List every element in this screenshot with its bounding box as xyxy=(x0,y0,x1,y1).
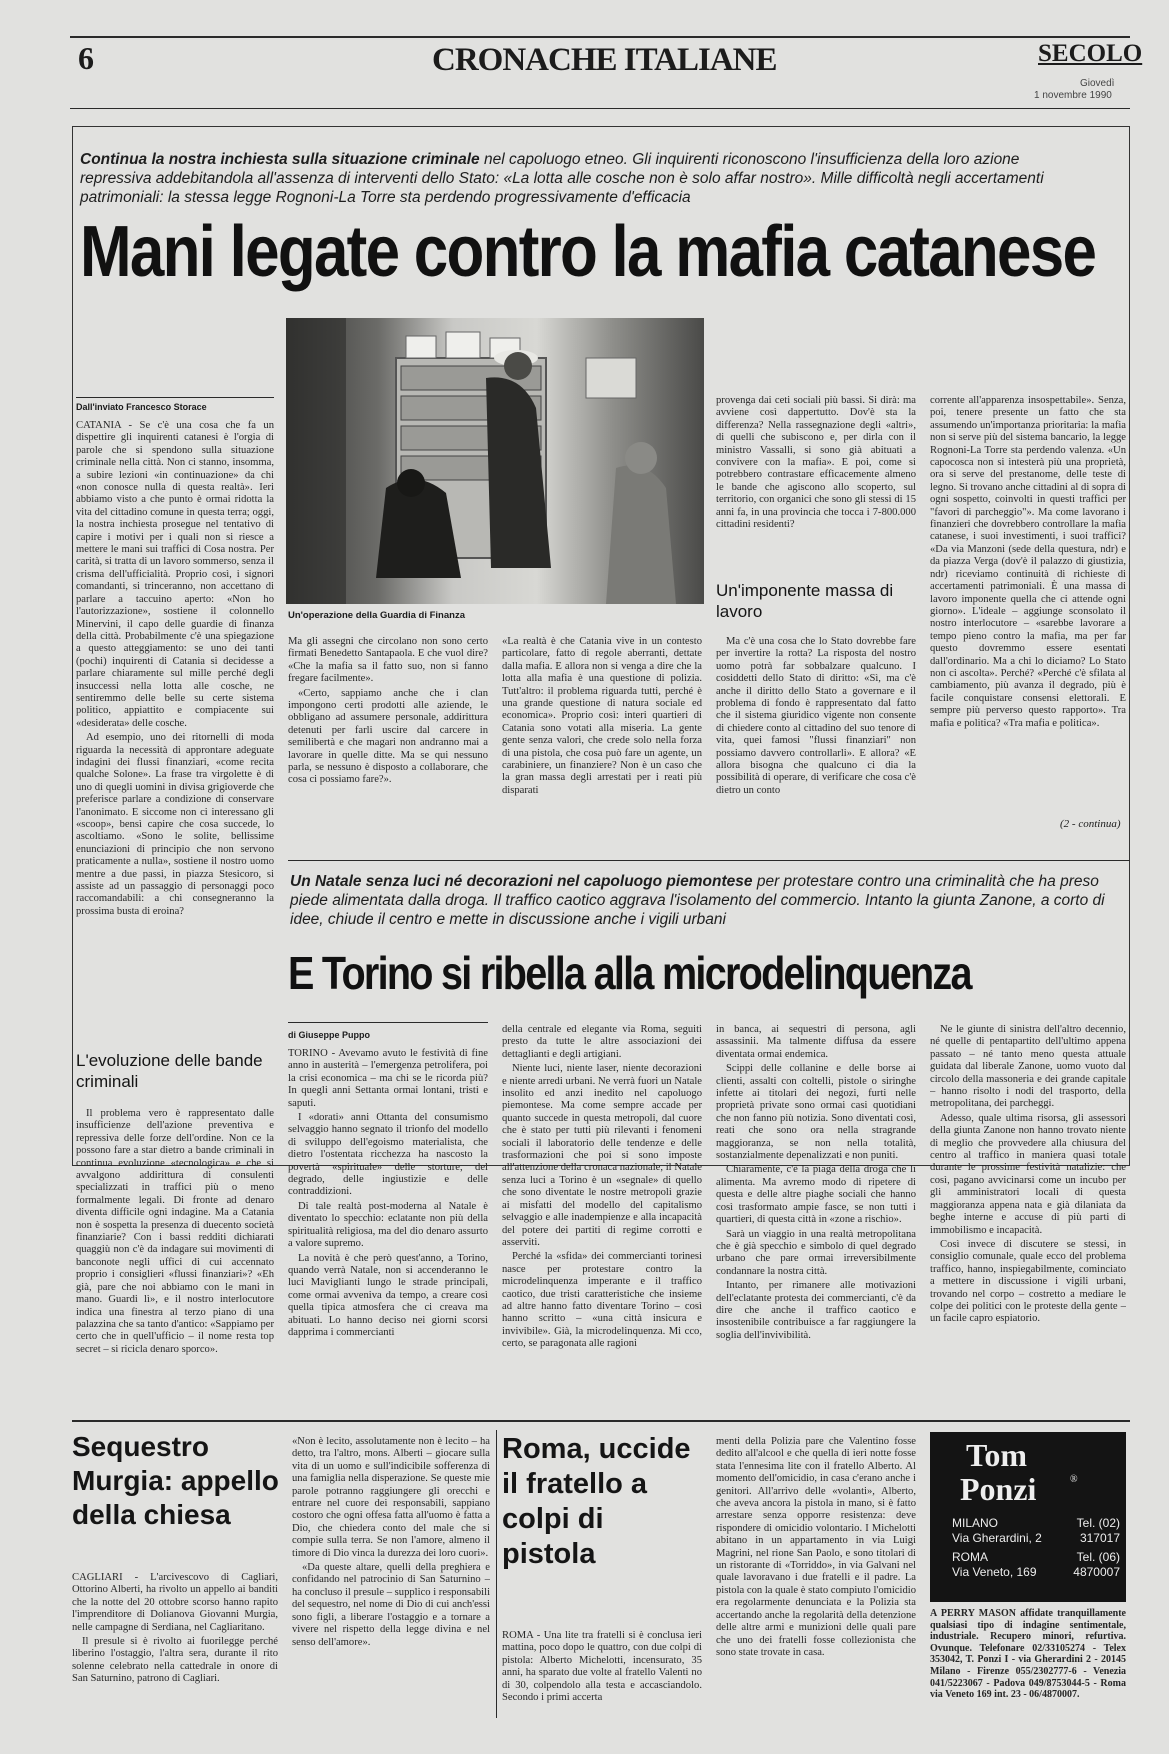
torino-column-4 xyxy=(930,1024,1126,1408)
roma-headline: Roma, uccide il fratello a colpi di pistola xyxy=(502,1433,691,1570)
catania-photo-caption: Un'operazione della Guardia di Finanza xyxy=(288,610,465,621)
catania-byline: Dall'inviato Francesco Storace xyxy=(76,402,207,412)
ad-text-para: A PERRY MASON affidate tranquillamente qualsiasi tipo di indagine sentimentale, industriale. Recupero minori, refurtiva. Ovunque. Telefonare 02/33105274 - Telex 353042, T. Ponzi I - via Gherardini 2 - 20145 Milano - Firenze 055/2302777-6 - Venezia 041/5223067 - Padova 049/8753044-5 - Roma via Veneto 169 int. 23 - 06/4870007. xyxy=(930,1608,1126,1701)
torino-col2c-para: Perché la «sfida» dei commercianti torinesi nasce per protestare contro la microdelinquenza imperante e il traffico caotico, due tristi caratteristiche che insieme ad altre hanno fatto diventare Torino – così hanno scritto – «una città insicura e invivibile». Già, la microdelinquenza. Mi cco, certo, se paragonata alle ragioni xyxy=(502,1251,702,1350)
torino-col3d-para: Sarà un viaggio in una realtà metropolitana che è già specchio e simbolo di quel degrado urbano che pare ormai irreversibilmente condannare la nostra città. xyxy=(716,1228,916,1277)
continua-note: (2 - continua) xyxy=(1060,818,1121,830)
torino-col4b-para: Adesso, quale ultima risorsa, gli assessori della giunta Zanone non hanno trovato niente di meglio che provvedere alla chiusura del centro al traffico in maniera quasi totale durante le prossime festività natalizie: che così, pagano avvicinarsi come un incubo per gli amministratori locali di questa maggioranza appena nata e già dilaniata da beghe interne e accuse di più parti di immobilismo e incapacità. xyxy=(930,1112,1126,1236)
ad-addr-milano: Via Gherardini, 2 xyxy=(952,1531,1042,1545)
torino-top-rule xyxy=(288,860,1130,861)
torino-col4-para: Ne le giunte di sinistra dell'altro decennio, né quelle di pentapartito dell'ultimo appena passato – né tanto meno questa attuale guidata dal liberale Zanone, uomo vuoto dal circolo della massoneria e dei grande capitale – hanno risolto i nodi del trasporto, della metropolitana, dei parcheggi. xyxy=(930,1024,1126,1110)
catania-col5-para: corrente all'apparenza insospettabile». Senza, poi, tenere presente un fatto che sta assumendo un'importanza prioritaria: la mafia non si serve più del sistema bancario, la legge Rognoni-La Torre sta perdendo valenza. «Un capocosca non si intesterà più una proprietà, ora si serve del prestanome, delle teste di legno. Si trovano anche cittadini al di sopra di ogni sospetto, coinvolti in questi traffici per "favori di parcheggio"». Ma come lavorano i finanzieri che dovrebbero controllare la mafia catanese, i suoi investimenti, i suoi traffici? «Da via Manzoni (sede della questura, ndr) e da piazza Verga (dov'è il palazzo di giustizia, ndr) riceviamo continuità di richieste di accertamenti patrimoniali. È una massa di lavoro imponente quella che ci attende ogni giorno». L'ideale – aggiunge sconsolato il nostro interlocutore – «sarebbe lavorare a tempo pieno contro la mafia, ma per far questo dovremmo essere esentati dall'ordinario. Ma a chi lo diciamo? Lo Stato non ci ascolta». Perché? «Perché c'è sfilata al cambiamento, più avanza il degrado, più è facile conquistare consensi elettorali. E sempre più perverso questo rapporto». Tra mafia e politica? «Tra mafia e politica». xyxy=(930,395,1126,729)
murgia-column-1 xyxy=(72,1572,278,1718)
tom-ponzi-ad xyxy=(930,1432,1126,1602)
roma-col2-para: menti della Polizia pare che Valentino fosse dedito all'alcool e che quella di ieri notte fosse stata l'ennesima lite con il fratello Alberto. Al momento dell'omicidio, in casa c'erano anche i genitori. All'arrivo delle «volanti», Alberto, che aveva ancora la pistola in mano, si è fatto arrestare senza opporre resistenza: deve rispondere di omicidio volontario. I Michelotti abitano in un appartamento in via Luigi Magrini, nel rione San Paolo, e sono titolari di un ristorante di «Torriddo», in via Galvani nel quale lavoravano i due fratelli e il padre. La pistola con la quale è stato compiuto l'omicidio era regolarmente denunciata e la Polizia sta accertando anche la regolarità della detenzione delle altre armi e munizioni delle quali pare che uno dei fratelli fosse collezionista che sono state trovate in casa. xyxy=(716,1436,916,1658)
torino-column-3 xyxy=(716,1024,916,1408)
roma-col1-para: ROMA - Una lite tra fratelli si è conclusa ieri mattina, poco dopo le quattro, con due colpi di pistola: Alberto Michelotti, incensurato, 35 anni, ha sparato due volte al fratello Valenti no di 30, colpendolo alla testa e accasciandolo. Secondo i primi accerta xyxy=(502,1630,702,1704)
photo-illustration xyxy=(286,318,704,604)
catania-col4-para: provenga dai ceti sociali più bassi. Si dirà: ma avviene così dappertutto. Dov'è sta la differenza? Nella rassegnazione degli «altri», di quelli che subiscono e, per dirla con il ministro Vassalli, si sono già abituati a convivere con la mafia». E poi, come si potrebbero contrastare efficacemente almeno le bande che agiscono allo scoperto, sul territorio, con organici che sono gli stessi di 15 anni fa, in una provincia che tocca i 7-800.000 cittadini residenti? xyxy=(716,395,916,531)
murgia-col1b-para: Il presule si è rivolto ai fuorilegge perché liberino l'ostaggio, l'altra sera, durante il rito solenne celebrato nella cattedrale in onore di San Saturnino, patrono di Cagliari. xyxy=(72,1636,278,1685)
catania-column-1 xyxy=(76,420,274,1090)
catania-kicker-bold: Continua la nostra inchiesta sulla situazione criminale xyxy=(80,151,480,168)
catania-subheading-2: L'evoluzione delle bande criminali xyxy=(76,1051,263,1091)
ad-row-roma-addr xyxy=(952,1565,1120,1580)
catania-col1c-para: Il problema vero è rappresentato dalle insufficienze dell'azione preventiva e repressiva delle forze dell'ordine. Non ce la possono fare a star dietro a bande criminali in continua evoluzione «tecnologica» e che si avvalgono addirittura di consulenti specializzati in traffici più o meno formalmente legali. Di fronte ad denaro diventa difficile ogni indagine. Ma a Catania non è sospetta la presenza di duecento società finanziarie? Con i bassi redditi dichiarati quaggiù non c'è da indagare sui movimenti di banconote negli uffici di cui accennato proprio i consiglieri «flussi finanziari»? «Eh già, pare che noi abbiamo con le mani in mano. Guardi lì», e il nostro interlocutore indica una finestra al terzo piano di una palazzina che sa tanto d'antico: «Sappiamo per certo che in quell'ufficio – il nome resta top secret – si ricicla denaro sporco». xyxy=(76,1108,274,1355)
ad-row-roma xyxy=(952,1550,1120,1565)
torino-kicker xyxy=(290,872,1110,929)
catania-col3-para: «La realtà è che Catania vive in un contesto particolare, fatto di regole aberranti, dettate dalla mafia. E allora non si venga a dire che la lotta alla mafia è una questione di polizia. Tutt'altro: il problema riguarda tutti, perché è una grande questione di natura sociale ed economica». Proprio così: interi quartieri di Catania sono votati alla miseria. La gente gente senza valori, che crede solo nella forza di una pistola, che cosa può fare un agente, un carabiniere, un finanziere? Non è un caso che la gran massa degli arrestati per i reati più disparati xyxy=(502,636,702,796)
catania-column-4-bottom xyxy=(716,636,916,832)
torino-col1b-para: I «dorati» anni Ottanta del consumismo selvaggio hanno segnato il trionfo del modello di sviluppo dell'egoismo materialista, che dietro l'ostentata ricchezza ha nascosto la povertà «spirituale» delle storture, del degrado, delle ingiustizie e delle contraddizioni. xyxy=(288,1112,488,1198)
masthead: SECOLO xyxy=(1038,40,1143,67)
torino-kicker-text: per protestare contro una criminalità che ha preso piede alimentata dalla droga. Il traffico caotico aggrava l'isolamento del commercio. Intanto la giunta Zanone, a corto di idee, chiude il centro e mette in discussione anche i vigili urbani xyxy=(290,873,1105,928)
catania-kicker-text: nel capoluogo etneo. Gli inquirenti riconoscono l'insufficienza della loro azione repressiva addebitandola all'assenza di interventi dello Stato: «La lotta alle cosche non è solo affar nostro». Mille difficoltà negli accertamenti patrimoniali: la stessa legge Rognoni-La Torre sta perdendo progressivamente d'efficacia xyxy=(80,151,1044,206)
torino-col3e-para: Intanto, per rimanere alle motivazioni dell'eclatante protesta dei commercianti, c'è da dire che anche il traffico caotico e insostenibile contribuisce a far raggiungere la soglia dell'invivibilità. xyxy=(716,1280,916,1341)
ad-body-text xyxy=(930,1608,1126,1718)
byline-rule xyxy=(76,397,274,398)
ad-city-roma: ROMA xyxy=(952,1550,988,1564)
header-day: Giovedì xyxy=(1080,78,1115,89)
ad-tel-roma: 4870007 xyxy=(1073,1565,1120,1579)
catania-column-2 xyxy=(288,636,488,832)
torino-col3b-para: Scippi delle collanine e delle borse ai clienti, assalti con coltelli, pistole o siringhe infette ai titolari dei negozi, furti nelle proprietà private sono ormai casi quotidiani che non fanno più notizia. Sono diventati così, reati che sono ora nella stragrande maggioranza, se non nella totalità, sostanzialmente depenalizzati e non puniti. xyxy=(716,1063,916,1162)
ad-row-milano xyxy=(952,1516,1120,1531)
catania-kicker xyxy=(80,150,1090,207)
ad-registered-mark: ® xyxy=(1070,1474,1078,1485)
torino-col1c-para: Di tale realtà post-moderna al Natale è diventato lo specchio: eclatante non più della spiritualità religiosa, ma del dio denaro assurto a valore supremo. xyxy=(288,1200,488,1250)
catania-col1-para: CATANIA - Se c'è una cosa che fa un dispettire gli inquirenti catanesi è l'orgia di parole che si spendono sulla situazione criminale nella città. Non ci stanno, insomma, a subire lezioni «in continuazione» da chi «non conosce nulla di questa realtà». Ieri abbiamo visto a che punto è ormai ridotta la vita del cittadino comune in questa terra; oggi, la nostra inchiesta prosegue nel tentativo di capire i motivi per i quali non si riesce a mettere le mani sui traffici di Cosa nostra. Per carità, si tratta di un lavoro sommerso, senza il crisma dell'ufficialità. Proprio così, i signori comandanti, si trinceranno, non accettano di parlare a taccuino aperto: «Non ho l'autorizzazione», sostiene il colonnello Minervini, il capo delle guardie di finanza della città. Probabilmente c'è una spiegazione a questo atteggiamento: se uno dei tanti (pochi) inquirenti di Catania si decidesse a parlare chiaramente sul mille perché degli insuccessi nella lotta alle cosche, ne sentiremmo delle belle su certe sistema politico, appiattito e compiacente sui «desiderata» delle cosche. xyxy=(76,420,274,729)
page-number: 6 xyxy=(78,40,94,76)
bottom-section-rule xyxy=(72,1420,1130,1422)
murgia-headline: Sequestro Murgia: appello della chiesa xyxy=(72,1431,279,1530)
torino-headline: E Torino si ribella alla microdelinquenza xyxy=(288,947,971,999)
ad-tel-label-roma: Tel. (06) xyxy=(1076,1550,1120,1564)
murgia-col2-para: «Non è lecito, assolutamente non è lecito – ha detto, tra l'altro, mons. Alberti – giocare sulla vita di un uomo e sull'indicibile sofferenza di una famiglia nella disperazione. Se queste mie parole potranno raggiungere gli orecchi e entrare nel cuore dei responsabili, sappiano costoro che ogni offesa fatta all'uomo è fatta a Dio, che chiedera conto del male che si compie sulla terra. Se non l'amore, almeno il timore di Dio vinca la durezza dei loro cuori». xyxy=(292,1436,490,1559)
torino-column-1 xyxy=(288,1048,488,1408)
header-rule xyxy=(70,108,1130,109)
catania-column-5 xyxy=(930,395,1126,815)
torino-col2-para: della centrale ed elegante via Roma, seguiti presto da tutte le altre associazioni dei dettaglianti e degli artigiani. xyxy=(502,1024,702,1060)
ad-tel-label-milano: Tel. (02) xyxy=(1076,1516,1120,1530)
section-title: CRONACHE ITALIANE xyxy=(432,42,777,78)
murgia-col2b-para: «Da queste altare, quelli della preghiera e confidando nel patrocinio di San Saturnino – ha concluso il presule – supplico i responsabili del sequestro, nel nome di Dio di cui anch'essi sono figli, a liberare l'ostaggio e a tornare a vivere nel rispetto della legge divina e nel senso dell'amore». xyxy=(292,1562,490,1648)
catania-headline: Mani legate contro la mafia catanese xyxy=(80,212,1096,292)
catania-column-4-top xyxy=(716,395,916,575)
torino-col1-para: TORINO - Avevamo avuto le festività di fine anno in austerità – l'emergenza petrolifera, poi la crisi economica – ma chi se le ricorda più? In quegli anni Settanta ormai lontani, tristi e saputi. xyxy=(288,1048,488,1109)
torino-col4c-para: Così invece di discutere se stessi, in consiglio comunale, quale ecco del problema traffico, hanno, inspiegabilmente, cominciato a mettere in discussione i vigili urbani, trovando nel corpo – costretto a mediare le colpe dei politici con le proteste della gente – un facile capro espiatorio. xyxy=(930,1238,1126,1325)
guardia-di-finanza-photo xyxy=(286,318,704,604)
torino-kicker-bold: Un Natale senza luci né decorazioni nel capoluogo piemontese xyxy=(290,873,753,890)
ad-name-line1: Tom xyxy=(966,1437,1028,1473)
torino-byline: di Giuseppe Puppo xyxy=(288,1030,371,1040)
roma-column-2 xyxy=(716,1436,916,1718)
catania-col2-para: Ma gli assegni che circolano non sono certo firmati Benedetto Santapaola. E che vuol dire? «Che la mafia sa il fatto suo, non si fanno fregare facilmente». xyxy=(288,636,488,685)
column-divider xyxy=(496,1430,497,1718)
torino-col3c-para: Chiaramente, c'è la piaga della droga che li alimenta. Ma avremo modo di ripetere di questa e delle altre piaghe sociali che hanno così trasformato ampie fasce, se non tutti i quartieri, di questa città in «zone a rischio». xyxy=(716,1164,916,1226)
murgia-column-2 xyxy=(292,1436,490,1718)
ad-name-line2: Ponzi xyxy=(960,1471,1037,1507)
ad-addr-roma: Via Veneto, 169 xyxy=(952,1565,1037,1579)
ad-city-milano: MILANO xyxy=(952,1516,999,1530)
catania-col4b-para: Ma c'è una cosa che lo Stato dovrebbe fare per invertire la rotta? La risposta del nostro uomo potrà far sobbalzare qualcuno. I cosiddetti dello Stato di diritto: «Sì, ma c'è anche il diritto dello Stato a governare e il problema di fondo è rappresentato dal fatto che il sistema giuridico vigente non consente di chiedere conto al cittadino del suo tenore di vita, quei famosi "flussi finanziari" non possiamo davvero controllarli». E allora? «E allora bisogna che qualcuno ci dia la possibilità di operare, di verificare che cosa c'è dietro un conto xyxy=(716,636,916,796)
torino-col2b-para: Niente luci, niente laser, niente decorazioni e niente arredi urbani. Ne verrà fuori un Natale insolito ed anzi inedito nel capoluogo piemontese. Ma come sempre accade per quanto succede in questa metropoli, dal cuore che è stato per tutti più rilevanti i fenomeni sociali il laboratorio delle tendenze e delle trasformazioni che poi si sono imposte all'attenzione della cronaca nazionale, il Natale senza luci a Torino è un «segnale» di quello che sono diventate le nostre metropoli grazie ai misfatti del modello del capitalismo selvaggio e alle inadempienze e alla incapacità del potere dei partiti di regime corrotti e asserviti. xyxy=(502,1063,702,1248)
torino-column-2 xyxy=(502,1024,702,1408)
header-date: 1 novembre 1990 xyxy=(1034,90,1112,101)
catania-column-1-continued xyxy=(76,1108,274,1408)
catania-column-3 xyxy=(502,636,702,832)
catania-col2b-para: «Certo, sappiamo anche che i clan impongono certi prodotti alle aziende, le obbligano ad assumere personale, addirittura detenuti per farli uscire dal carcere in semilibertà e che magari non andranno mai a lavorare in quelle ditte. Ma se qui nessuno parla, se nessuno è disposto a collaborare, che cosa ci possiamo fare?». xyxy=(288,687,488,786)
roma-column-1 xyxy=(502,1630,702,1718)
top-rule xyxy=(70,36,1130,38)
murgia-col1-para: CAGLIARI - L'arcivescovo di Cagliari, Ottorino Alberti, ha rivolto un appello ai banditi che la notte del 20 ottobre scorso hanno rapito l'imprenditore di Dolianova Giovanni Murgia, nelle campagne di Serdiana, nel Cagliaritano. xyxy=(72,1572,278,1633)
ad-contacts xyxy=(952,1516,1120,1580)
catania-subheading: Un'imponente massa di lavoro xyxy=(716,581,894,621)
ad-tel-milano: 317017 xyxy=(1079,1531,1120,1545)
ad-row-milano-addr xyxy=(952,1531,1120,1546)
catania-col1b-para: Ad esempio, uno dei ritornelli di moda riguarda la necessità di approntare adeguate indagini dei flussi finanziari, «come recita qualche Solone». La frase tra virgolette è di uno di quegli uomini in divisa grigioverde che preferisce parlare a condizione di conservare l'anonimato. E siccome non ci interessano gli «scoop», bensì capire che cosa succede, lo ascoltiamo. «Sono le solite, bellissime enunciazioni di principio che non servono praticamente a nulla», sostiene il nostro uomo mentre a due passi, in piazza Stesicoro, si assiste ad un passaggio di personaggi poco raccomandabili: a chi consegneranno la prossima busta di eroina? xyxy=(76,732,274,917)
torino-byline-rule xyxy=(288,1022,488,1023)
torino-col1d-para: La novità è che però quest'anno, a Torino, quando verrà Natale, non si accenderanno le luci Maviglianti lungo le strade principali, come ormai avveniva da tempo, a creare così quella tipica atmosfera che ci creava ma abituati. Lo hanno deciso nei giorni scorsi dapprima i commercianti xyxy=(288,1252,488,1338)
torino-col3-para: in banca, ai sequestri di persona, agli assassinii. Ma talmente diffusa da essere diventata ormai endemica. xyxy=(716,1024,916,1060)
